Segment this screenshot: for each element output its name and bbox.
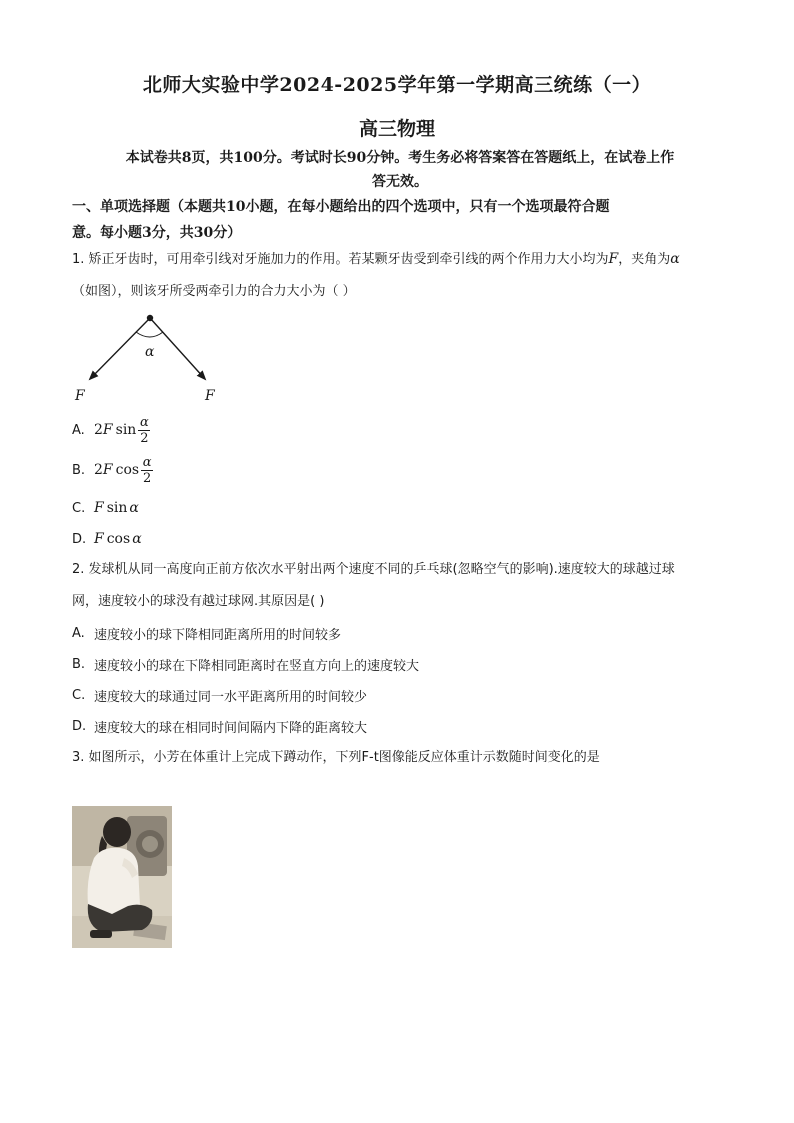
left-force-label: F bbox=[75, 388, 85, 404]
question-1-angle-symbol: α bbox=[670, 251, 680, 267]
q1-option-c[interactable] bbox=[72, 491, 139, 525]
exam-notice bbox=[80, 146, 720, 194]
trig-fn: sin bbox=[115, 422, 137, 438]
fraction bbox=[138, 415, 150, 446]
angle-label: α bbox=[145, 344, 155, 360]
notice-line-1: 本试卷共8页，共100分。考试时长90分钟。考生务必将答案答在答题纸上，在试卷上作 bbox=[125, 150, 675, 166]
q2-option-d[interactable] bbox=[72, 709, 367, 743]
right-force-label: F bbox=[205, 388, 215, 404]
option-text: 速度较大的球在相同时间间隔内下降的距离较大 bbox=[94, 720, 368, 736]
option-text: 速度较小的球在下降相同距离时在竖直方向上的速度较大 bbox=[94, 658, 420, 674]
coefficient: 2 bbox=[94, 462, 103, 478]
section-line-2: 意。每小题3分，共30分） bbox=[72, 225, 242, 241]
force-var: F bbox=[102, 462, 113, 478]
trig-arg: α bbox=[132, 531, 142, 547]
option-label: D. bbox=[72, 718, 87, 734]
fraction bbox=[141, 455, 153, 486]
force-diagram bbox=[70, 308, 230, 408]
force-var: F bbox=[94, 531, 104, 547]
force-var: F bbox=[94, 500, 104, 516]
option-label: B. bbox=[72, 462, 86, 478]
question-2-line-2: 网，速度较小的球没有越过球网.其原因是( ) bbox=[72, 594, 325, 609]
option-label: C. bbox=[72, 500, 86, 516]
question-1-line-1 bbox=[72, 243, 732, 276]
fraction-denominator: 2 bbox=[142, 470, 152, 486]
question-1-text-b: ，夹角为 bbox=[618, 252, 671, 267]
option-text: 速度较大的球通过同一水平距离所用的时间较少 bbox=[94, 689, 368, 705]
right-force-arrow bbox=[150, 318, 205, 379]
exam-title: 北师大实验中学2024-2025学年第一学期高三统练（一） bbox=[142, 74, 652, 96]
question-3-line-1: 3. 如图所示，小芳在体重计上完成下蹲动作，下列F-t图像能反应体重计示数随时间变化的是 bbox=[72, 750, 600, 765]
squatting-girl-photo bbox=[72, 806, 172, 948]
q1-option-b[interactable] bbox=[72, 453, 153, 487]
fraction-denominator: 2 bbox=[140, 430, 149, 446]
trig-fn: sin bbox=[106, 500, 128, 516]
q1-option-d[interactable] bbox=[72, 522, 142, 556]
option-label: D. bbox=[72, 531, 87, 547]
trig-fn: cos bbox=[106, 531, 131, 547]
fraction-numerator: α bbox=[139, 414, 149, 430]
q2-option-a[interactable] bbox=[72, 616, 341, 650]
section-line-1: 一、单项选择题（本题共10小题，在每小题给出的四个选项中，只有一个选项最符合题 bbox=[72, 199, 610, 215]
left-force-arrow bbox=[90, 318, 150, 379]
angle-arc bbox=[136, 332, 163, 337]
notice-line-2: 答无效。 bbox=[372, 174, 428, 190]
question-1-line-2: （如图），则该牙所受两牵引力的合力大小为（ ） bbox=[72, 284, 356, 299]
subject-title: 高三物理 bbox=[358, 118, 435, 140]
q2-option-b[interactable] bbox=[72, 647, 419, 681]
question-2 bbox=[72, 554, 732, 618]
option-label: C. bbox=[72, 687, 86, 703]
option-label: A. bbox=[72, 422, 85, 438]
section-heading bbox=[72, 194, 722, 246]
trig-fn: cos bbox=[115, 462, 140, 478]
question-3 bbox=[72, 742, 732, 774]
question-1-force-symbol: F bbox=[608, 251, 619, 267]
q2-option-c[interactable] bbox=[72, 678, 367, 712]
option-label: A. bbox=[72, 625, 85, 641]
q1-option-a[interactable] bbox=[72, 413, 150, 447]
question-2-line-1: 2. 发球机从同一高度向正前方依次水平射出两个速度不同的乒乓球(忽略空气的影响).速度较大的球越过球 bbox=[72, 562, 675, 577]
force-var: F bbox=[102, 422, 113, 438]
option-label: B. bbox=[72, 656, 86, 672]
fraction-numerator: α bbox=[142, 454, 152, 470]
coefficient: 2 bbox=[94, 422, 103, 438]
question-1 bbox=[72, 243, 732, 308]
option-text: 速度较小的球下降相同距离所用的时间较多 bbox=[94, 627, 342, 643]
trig-arg: α bbox=[129, 500, 139, 516]
question-1-text-a: 1. 矫正牙齿时，可用牵引线对牙施加力的作用。若某颗牙齿受到牵引线的两个作用力大小均为 bbox=[72, 252, 609, 267]
